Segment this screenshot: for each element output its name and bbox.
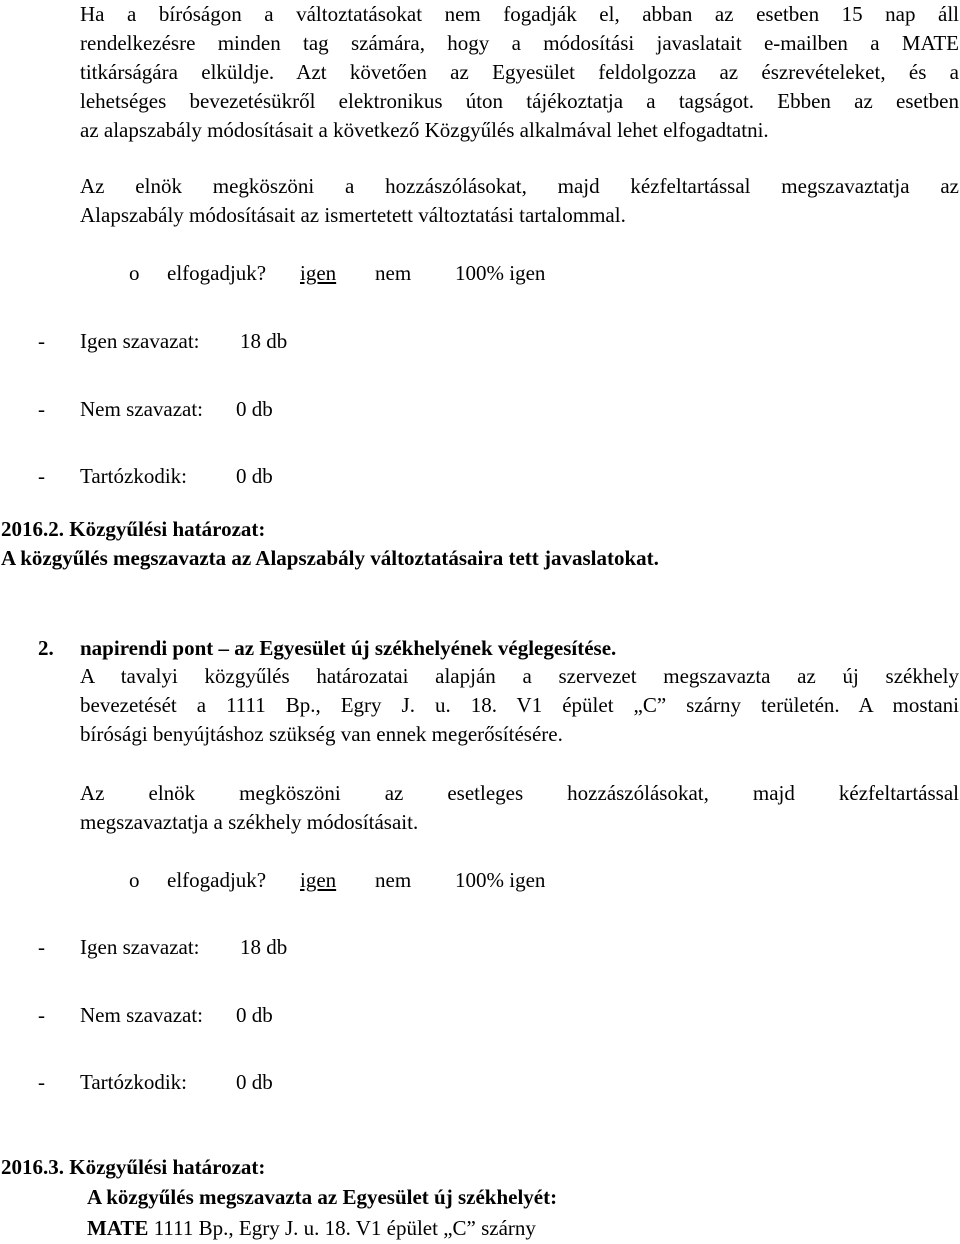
text-line: Az elnök megköszöni az esetleges hozzászólásokat, majd kézfeltartással [80,781,959,805]
count-value: 0 db [236,464,273,488]
chair-paragraph-2 [80,779,959,837]
resolution-title-2: 2016.3. Közgyűlési határozat: [1,1155,266,1179]
count-yes-2 [38,933,287,962]
count-yes [38,327,287,356]
count-label: Tartózkodik: [80,1070,187,1094]
vote-no-option: nem [375,868,412,892]
count-value: 0 db [236,397,273,421]
count-dash: - [38,1003,45,1027]
resolution-address [87,1214,536,1243]
text-line: bírósági benyújtáshoz szükség van ennek megerősítésére. [80,722,563,746]
text-line: Az elnök megköszöni a hozzászólásokat, majd kézfeltartással megszavaztatja az [80,174,959,198]
agenda-title: napirendi pont – az Egyesület új székhelyének véglegesítése. [80,636,617,660]
count-no [38,395,273,424]
resolution-text-2: A közgyűlés megszavazta az Egyesület új székhelyét: [87,1185,558,1209]
vote-line-2 [129,866,545,895]
vote-result: 100% igen [455,868,546,892]
agenda-number: 2. [38,636,54,660]
text-line: Alapszabály módosításait az ismertetett változtatási tartalommal. [80,203,626,227]
vote-bullet: o [129,868,140,892]
count-label: Nem szavazat: [80,1003,204,1027]
vote-line [129,259,545,288]
seat-paragraph [80,662,959,749]
chair-paragraph [80,172,959,230]
count-label: Igen szavazat: [80,935,200,959]
text-line: lehetséges bevezetésükről elektronikus úton tájékoztatja a tagságot. Ebben az esetben [80,89,959,113]
count-abstain-2 [38,1068,273,1097]
count-value: 0 db [236,1003,273,1027]
resolution-address-org: MATE [87,1216,149,1240]
vote-question: elfogadjuk? [167,261,267,285]
count-label: Tartózkodik: [80,464,187,488]
text-line: az alapszabály módosításait a következő Közgyűlés alkalmával lehet elfogadtatni. [80,118,769,142]
count-label: Nem szavazat: [80,397,204,421]
count-no-2 [38,1001,273,1030]
text-line: bevezetését a 1111 Bp., Egry J. u. 18. V1 épület „C” szárny területén. A mostani [80,693,959,717]
count-dash: - [38,1070,45,1094]
vote-result: 100% igen [455,261,546,285]
vote-bullet: o [129,261,140,285]
count-dash: - [38,329,45,353]
count-dash: - [38,464,45,488]
intro-paragraph [80,0,959,145]
count-dash: - [38,935,45,959]
resolution-title: 2016.2. Közgyűlési határozat: [1,517,266,541]
text-line: megszavaztatja a székhely módosításait. [80,810,419,834]
count-abstain [38,462,273,491]
text-line: rendelkezésre minden tag számára, hogy a módosítási javaslatait e-mailben a MATE [80,31,959,55]
agenda-heading [38,634,917,663]
count-value: 18 db [240,329,288,353]
vote-question: elfogadjuk? [167,868,267,892]
resolution-text: A közgyűlés megszavazta az Alapszabály változtatásaira tett javaslatokat. [1,546,659,570]
resolution-address-text: 1111 Bp., Egry J. u. 18. V1 épület „C” szárny [153,1216,536,1240]
vote-yes-option: igen [300,868,337,892]
text-line: titkárságára elküldje. Azt követően az Egyesület feldolgozza az észrevételeket, és a [80,60,959,84]
count-value: 18 db [240,935,288,959]
text-line: A tavalyi közgyűlés határozatai alapján a szervezet megszavazta az új székhely [80,664,959,688]
count-dash: - [38,397,45,421]
count-value: 0 db [236,1070,273,1094]
count-label: Igen szavazat: [80,329,200,353]
text-line: Ha a bíróságon a változtatásokat nem fogadják el, abban az esetben 15 nap áll [80,2,959,26]
vote-no-option: nem [375,261,412,285]
vote-yes-option: igen [300,261,337,285]
